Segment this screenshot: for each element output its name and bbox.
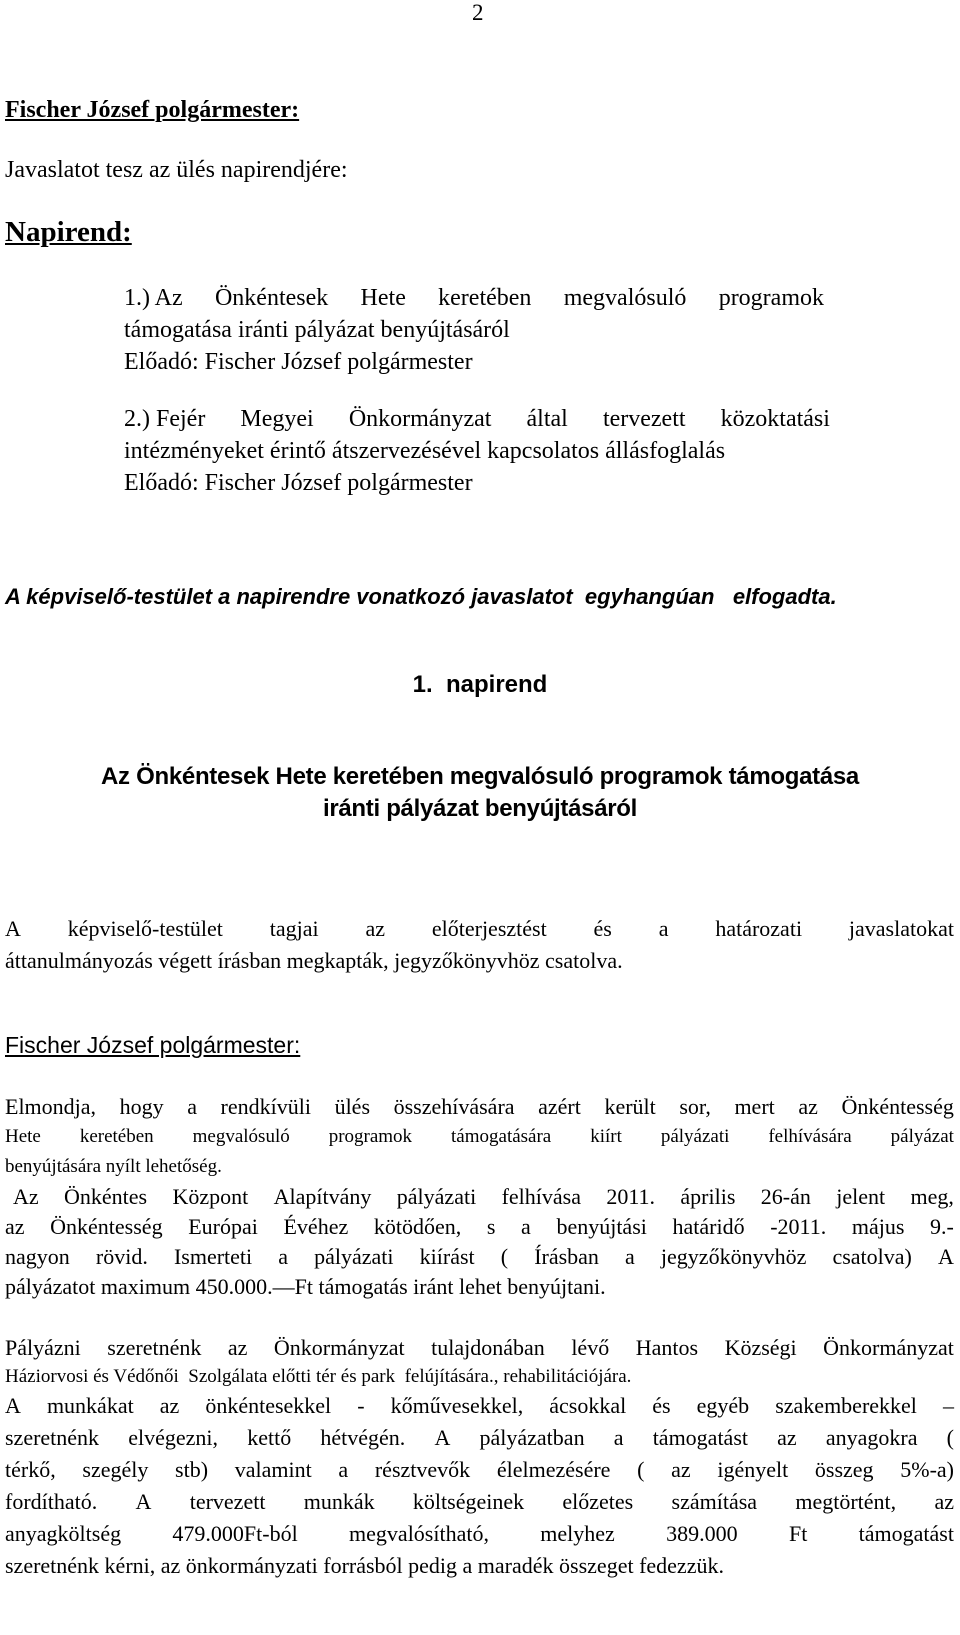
paragraph-mayor-line-2: Hete keretében megvalósuló programok támogatására kiírt pályázati felhívására pályázat <box>5 1126 954 1147</box>
section-number: 1. napirend <box>412 671 548 698</box>
intro-text: Javaslatot tesz az ülés napirendjére: <box>5 157 348 183</box>
agenda-item-1-line-1: 1.) Az Önkéntesek Hete keretében megvalósuló programok <box>124 285 824 311</box>
paragraph-plan-line-8: szeretnénk kérni, az önkormányzati forrásból pedig a maradék összeget fedezzük. <box>5 1553 724 1578</box>
agenda-item-2-line-1: 2.) Fejér Megyei Önkormányzat által tervezett közoktatási <box>124 406 830 432</box>
paragraph-plan-line-4: szeretnénk elvégezni, kettő hétvégén. A pályázatban a támogatást az anyagokra ( <box>5 1425 954 1450</box>
section-title-line-2: iránti pályázat benyújtásáról <box>322 795 638 822</box>
paragraph-materials <box>5 913 954 977</box>
paragraph-plan-line-2: Háziorvosi és Védőnői Szolgálata előtti tér és park felújítására., rehabilitációjára. <box>5 1366 632 1387</box>
agenda-item-1-presenter: Előadó: Fischer József polgármester <box>124 349 473 375</box>
paragraph-mayor-line-6: nagyon rövid. Ismerteti a pályázati kiírást ( Írásban a jegyzőkönyvhöz csatolva) A <box>5 1244 954 1269</box>
paragraph-mayor-line-7: pályázatot maximum 450.000.—Ft támogatás iránt lehet benyújtani. <box>5 1274 606 1299</box>
paragraph-project-plan <box>5 1332 954 1582</box>
paragraph-mayor-line-4: Az Önkéntes Központ Alapítvány pályázati felhívása 2011. április 26-án jelent meg, <box>13 1184 954 1209</box>
agenda-item-1-line-2: támogatása iránti pályázat benyújtásáról <box>124 317 510 343</box>
paragraph-mayor-line-1: Elmondja, hogy a rendkívüli ülés összehívására azért került sor, mert az Önkéntesség <box>5 1094 954 1119</box>
paragraph-mayor-statement <box>5 1092 954 1302</box>
paragraph-plan-line-6: fordítható. A tervezett munkák költségeinek előzetes számítása megtörtént, az <box>5 1489 954 1514</box>
paragraph-plan-line-1: Pályázni szeretnénk az Önkormányzat tulajdonában lévő Hantos Községi Önkormányzat <box>5 1335 954 1360</box>
speaker-heading-2: Fischer József polgármester: <box>5 1032 301 1058</box>
agenda-item-1 <box>124 282 824 378</box>
paragraph-materials-line-2: áttanulmányozás végett írásban megkapták, jegyzőkönyvhöz csatolva. <box>5 948 623 973</box>
paragraph-mayor-line-5: az Önkéntesség Európai Évéhez kötödően, s a benyújtási határidő -2011. május 9.- <box>5 1214 954 1239</box>
paragraph-plan-line-7: anyagköltség 479.000Ft-ból megvalósítható, melyhez 389.000 Ft támogatást <box>5 1521 954 1546</box>
paragraph-materials-line-1: A képviselő-testület tagjai az előterjesztést és a határozati javaslatokat <box>5 916 954 941</box>
paragraph-mayor-line-3: benyújtására nyílt lehetőség. <box>5 1156 222 1177</box>
page-number: 2 <box>472 0 484 25</box>
paragraph-plan-line-3: A munkákat az önkéntesekkel - kőművesekkel, ácsokkal és egyéb szakemberekkel – <box>5 1393 954 1418</box>
resolution-note: A képviselő-testület a napirendre vonatkozó javaslatot egyhangúan elfogadta. <box>5 584 837 609</box>
paragraph-plan-line-5: térkő, szegély stb) valamint a résztvevők élelmezésére ( az igényelt összeg 5%-a) <box>5 1457 954 1482</box>
agenda-item-2-presenter: Előadó: Fischer József polgármester <box>124 470 473 496</box>
speaker-heading: Fischer József polgármester: <box>5 97 300 123</box>
agenda-title: Napirend: <box>5 216 132 248</box>
agenda-item-2-line-2: intézményeket érintő átszervezésével kapcsolatos állásfoglalás <box>124 438 726 464</box>
section-title-line-1: Az Önkéntesek Hete keretében megvalósuló programok támogatása <box>101 763 859 790</box>
agenda-item-2 <box>124 403 830 499</box>
